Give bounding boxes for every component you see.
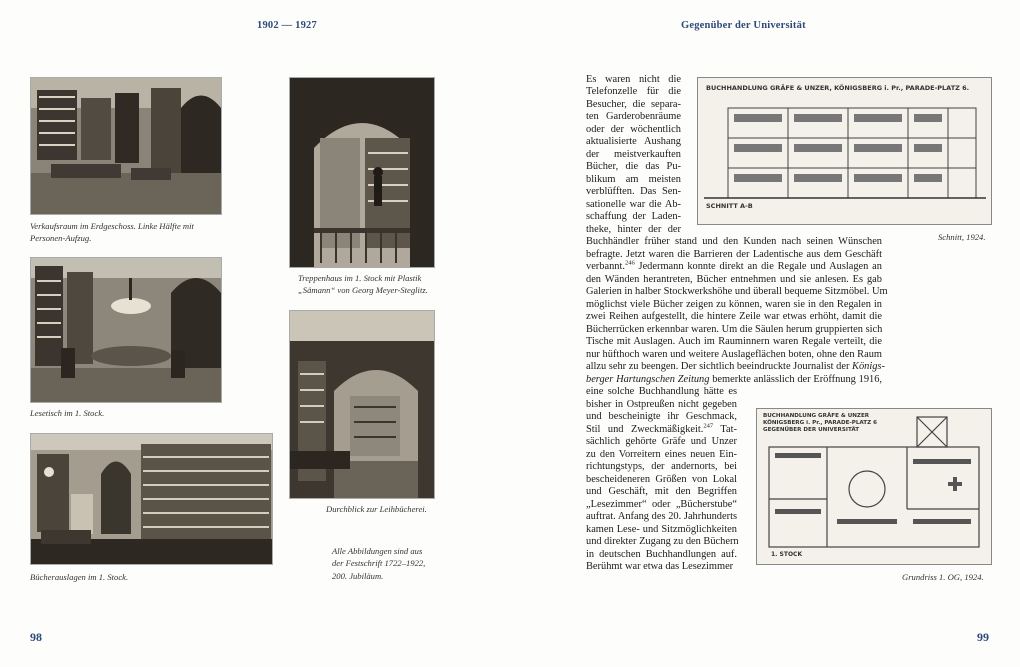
photo-treppenhaus (289, 77, 435, 268)
caption-durchblick: Durchblick zur Leihbücherei. (326, 504, 427, 514)
text-line: der meistverkauften (586, 148, 681, 160)
text-line: oder der wöchentlich (586, 123, 681, 135)
text-line: auftrat. Anfang des 20. Jahrhunderts (586, 511, 737, 522)
text-line: Berühmt war etwa das Lesezimmer (586, 561, 734, 572)
text-line: Bücherrücken erkennbar waren. Um die Säulen herum gruppierten sich (586, 323, 883, 335)
text-line: bescheideneren Größen von Lokal (586, 473, 737, 485)
text-line: blikum am meisten (586, 173, 681, 185)
text-line: zwei Reihen aufgestellt, die hintere Zeile war etwas erhöht, damit die (586, 311, 882, 322)
figure-grundriss (756, 408, 992, 565)
text-line: verblüfften. Das Sen- (586, 186, 681, 197)
figure-schnitt (697, 77, 992, 225)
text-line: ten Garderobenräume (586, 111, 681, 122)
text-line: bisher in Ostpreußen nicht gegeben (586, 398, 737, 410)
caption-lesetisch: Lesetisch im 1. Stock. (30, 408, 105, 418)
schnitt-heading: BUCHHANDLUNG GRÄFE & UNZER, KÖNIGSBERG i. Pr., PARADE-PLATZ 6. (706, 84, 970, 92)
caption-grundriss: Grundriss 1. OG, 1924. (902, 572, 984, 582)
text-line: eine solche Buchhandlung hätte es (586, 386, 737, 397)
photo-lesetisch (30, 257, 222, 403)
caption-abbildungen: Alle Abbildungen sind aus der Festschrift 1722–1922, 200. Jubiläum. (332, 546, 426, 581)
text-line: Besucher, die separa- (586, 98, 681, 110)
text-line: Telefonzelle für die (586, 86, 681, 97)
caption-treppenhaus: Treppenhaus im 1. Stock mit Plastik „Sämann“ von Georg Meyer-Steglitz. (298, 273, 428, 296)
caption-schnitt: Schnitt, 1924. (938, 232, 986, 242)
text-line: „Lesezimmer“ oder „Bücherstube“ (586, 498, 737, 510)
text-line: sächlich gehörte Gräfe und Unzer (586, 436, 737, 447)
text-line: Galerien in halber Stockwerkshöhe und überall bequeme Sitzmöbel. Um (586, 286, 888, 297)
text-line: Es waren nicht die (586, 73, 681, 85)
text-line: sationelle war die Ab- (586, 198, 681, 210)
caption-verkaufsraum: Verkaufsraum im Erdgeschoss. Linke Hälfte mit Personen-Aufzug. (30, 221, 194, 244)
text-line: allzu sehr zu beengen. Der sichtlich beeindruckte Journalist der Königs- (586, 361, 885, 372)
page-number-right: 99 (977, 630, 989, 644)
text-line: nur hüfthoch waren und weitere Auslageflächen boten, ohne den Raum (586, 348, 882, 360)
text-line: den Wänden herantreten, Bücher entnehmen und sie anlesen. Es gab (586, 273, 882, 285)
text-line: schaffung der Laden- (586, 211, 681, 222)
text-line: zu den Vorreitern eines neuen Ein- (586, 448, 737, 460)
text-line: möglichst viele Bücher zeigen zu können, waren sie in den Regalen in (586, 298, 882, 310)
text-line: Bücher, die das Pu- (586, 161, 681, 172)
text-line: Stil und Zweckmäßigkeit.$^{247}$ Tat- (586, 422, 737, 435)
text-line: und bescheinigte ihr Geschmack, (586, 411, 737, 422)
grundriss-label: 1. STOCK (771, 551, 803, 558)
photo-buecherauslagen (30, 433, 273, 565)
caption-buecherauslagen: Bücherauslagen im 1. Stock. (30, 572, 129, 582)
text-line: verbannt.$^{246}$ Jedermann konnte direkt an die Regale und Auslagen an (586, 259, 882, 272)
text-line: Tische mit Auslagen. Auch im Rauminnern waren Regale verteilt, die (586, 336, 882, 347)
running-head-right: Gegenüber der Universität (681, 20, 806, 31)
text-line: befragte. Jetzt waren die Barrieren der Ladentische aus dem Geschäft (586, 248, 882, 260)
text-line: und Geschäft, mit den Begriffen (586, 486, 737, 497)
text-line: kamen Lese- und Sitzmöglichkeiten (586, 523, 737, 535)
page-number-left: 98 (30, 630, 42, 644)
text-line: theke, hinter der der (586, 223, 681, 235)
text-line: in deutschen Buchhandlungen auf. (586, 548, 737, 560)
text-line: Buchhändler früher stand und den Kunden nach seinen Wünschen (586, 236, 882, 247)
photo-durchblick (289, 310, 435, 499)
text-line: und direkter Zugang zu den Büchern (586, 536, 739, 547)
photo-verkaufsraum (30, 77, 222, 215)
grundriss-heading: BUCHHANDLUNG GRÄFE & UNZER KÖNIGSBERG i. Pr., PARADE-PLATZ 6 GEGENÜBER DER UNIVERSITÄT (763, 413, 878, 433)
running-head-left: 1902 — 1927 (257, 20, 317, 31)
text-line: richtungstyps, der andernorts, bei (586, 461, 737, 472)
text-line: berger Hartungschen Zeitung bemerkte anlässlich der Eröffnung 1916, (586, 373, 883, 385)
text-line: aktualisierte Aushang (586, 136, 681, 147)
schnitt-label: SCHNITT A-B (706, 202, 753, 210)
